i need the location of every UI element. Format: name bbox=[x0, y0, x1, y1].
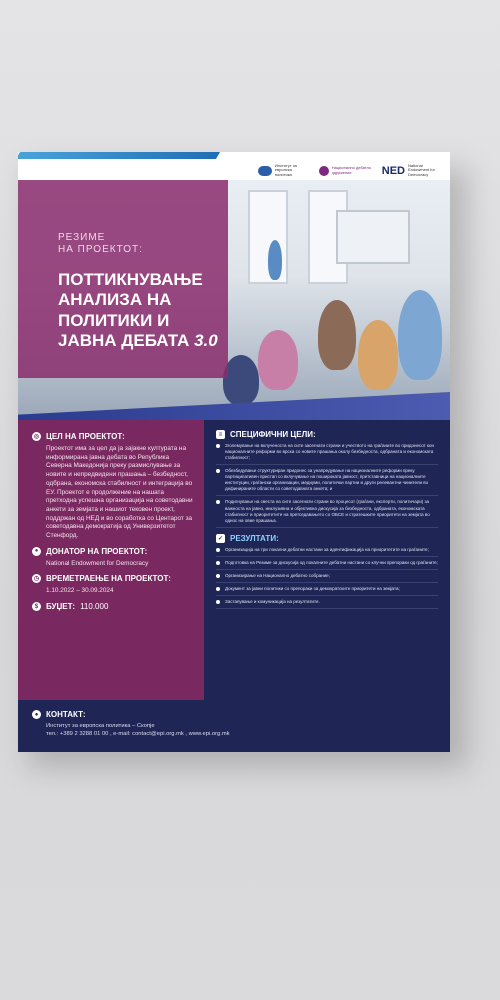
projection-screen bbox=[336, 210, 410, 264]
list-item: Подигнување на свеста на сите засегнати страни во процесот (граѓани, експерти, политичари) за важноста на јавно, инклузивна и објективна дискусија за безбедноста, одбраната, економската стабилност и приоритетите на претседавањето со ОБСЕ и стратешките приоритети на земјата во однос на овие прашања. bbox=[216, 499, 438, 527]
speaker-figure bbox=[268, 240, 282, 280]
logo-epi: Институт за европска политика bbox=[258, 164, 309, 177]
list-item: Подготовка на Резиме за дискусија од локалните дебатни настани со клучни препораки од граѓаните; bbox=[216, 560, 438, 570]
list-item: Организација на три локални дебатни настани за идентификација на приоритетите на граѓаните; bbox=[216, 547, 438, 557]
duration-section: ◷ ВРЕМЕТРАЕЊЕ НА ПРОЕКТОТ: 1.10.2022 – 30.09.2024 bbox=[33, 574, 171, 595]
logo-debate: Национално дебатно здружение bbox=[319, 166, 372, 176]
results-list bbox=[216, 547, 438, 609]
audience-figure bbox=[358, 320, 398, 390]
project-title: ПОТТИКНУВАЊЕ АНАЛИЗА НА ПОЛИТИКИ И ЈАВНА ДЕБАТА 3.0 bbox=[58, 270, 218, 351]
left-column bbox=[18, 420, 204, 700]
partner-logos bbox=[258, 164, 438, 177]
list-item: Документ за јавни политики со препораки за демократските приоритети на земјата; bbox=[216, 586, 438, 596]
list-item: Организирање на Национално дебатно собрание; bbox=[216, 573, 438, 583]
audience-figure bbox=[223, 355, 259, 405]
top-stripe bbox=[18, 152, 220, 159]
audience-figure bbox=[398, 290, 442, 380]
goal-section: ◎ ЦЕЛ НА ПРОЕКТОТ: Проектот има за цел да ја зајакне културата на информирана јавна дебата во Република Северна Македонија преку размислување за новите и непредвидени прашања – безбедност, одбрана, економска стабилност и интеграција во ЕУ. Проектот е продолжение на нашата претходна успешна организација на советодавни анкети за земјата и нашиот текoвен проект, поддржан од НЕД и во соработка со Центарот за советодавна демократија од Универзитетот Стенфорд. bbox=[33, 432, 193, 540]
list-item: Зголемување на вклученоста на сите засегнати страни и учеството на граѓаните во придонесот кон националните реформи во врска со новите прашања околу безбедноста, одбраната и економската стабилност; bbox=[216, 443, 438, 465]
epi-logo-icon bbox=[258, 166, 272, 176]
right-column: ≡ СПЕЦИФИЧНИ ЦЕЛИ: Зголемување на вклученоста на сите засегнати страни и учеството на граѓаните во придонесот кон националните реформи во врска со новите прашања околу безбедноста, одбраната и економската стабилност; Обезбедување структуриран придонес за унапредување на националните реформи преку партиципативен пристап со вклучување на пошироката јавност, претставници на националните институции, граѓански организации, медиуми, политички партии и други релевантни чинители во дефинираните области со советодавната анкета; и Подигнување на свеста на сите засегнати страни во процесот (граѓани, експерти, политичари) за важноста на јавно, инклузивна и објективна дискусија за безбедноста, одбраната, економската стабилност и приоритетите на претседавањето со ОБСЕ и стратешките приоритети на земјата во однос на овие прашања. ✓ РЕЗУЛТАТИ: Организација на три локални дебатни настани за идентификација на приоритетите на граѓаните; Подготовка на Резиме за дискусија од локалните дебатни настани со клучни препораки од граѓаните; Организирање на Национално дебатно собрание; Документ за јавни политики со препораки за демократските приоритети на земјата; Застапување и комуникација на резултатите. bbox=[204, 420, 450, 700]
resume-kicker: РЕЗИМЕ НА ПРОЕКТОТ: bbox=[58, 232, 143, 255]
budget-section: $ БУЏЕТ: 110.000 bbox=[32, 602, 194, 611]
donor-icon: ● bbox=[32, 547, 41, 556]
contact-section: ● КОНТАКТ: Институт за европска политика – Скопје тел.: +389 2 3288 01 00 , e-mail: contact@epi.org.mk , www.epi.org.mk bbox=[18, 700, 450, 752]
list-icon: ≡ bbox=[216, 430, 225, 439]
audience-figure bbox=[258, 330, 298, 390]
debate-logo-icon bbox=[319, 166, 329, 176]
money-icon: $ bbox=[32, 602, 41, 611]
objectives-list bbox=[216, 443, 438, 528]
results-icon: ✓ bbox=[217, 535, 224, 542]
audience-figure bbox=[318, 300, 356, 370]
target-icon: ◎ bbox=[33, 434, 40, 440]
ned-logo-icon: NED bbox=[381, 164, 405, 177]
clock-icon: ◷ bbox=[33, 576, 40, 583]
donor-section: ● ДОНАТОР НА ПРОЕКТОТ: National Endowment for Democracy bbox=[32, 547, 194, 569]
location-pin-icon: ● bbox=[32, 710, 41, 719]
logo-ned: NED National Endowment for Democracy bbox=[381, 163, 435, 177]
list-item: Застапување и комуникација на резултатите. bbox=[216, 599, 438, 609]
flyer bbox=[18, 152, 450, 752]
list-item: Обезбедување структуриран придонес за унапредување на националните реформи преку партиципативен пристап со вклучување на пошироката јавност, претставници на националните институции, граѓански организации, медиуми, политички партии и други релевантни чинители во дефинираните области со советодавната анкета; и bbox=[216, 468, 438, 496]
